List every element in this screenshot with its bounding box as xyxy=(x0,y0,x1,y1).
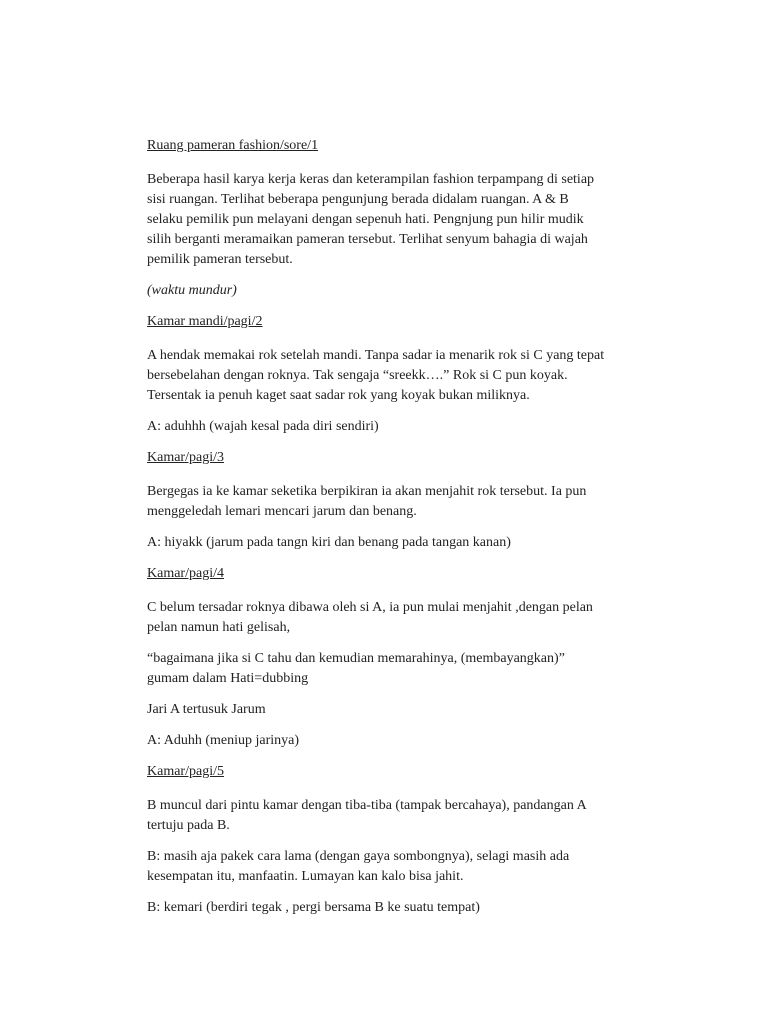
text-line: menggeledah lemari mencari jarum dan benang. xyxy=(147,504,417,519)
paragraph xyxy=(147,898,687,918)
text-line: silih berganti meramaikan pameran tersebut. Terlihat senyum bahagia di wajah xyxy=(147,232,588,247)
text-line: A: Aduhh (meniup jarinya) xyxy=(147,733,300,748)
text-line: Tersentak ia penuh kaget saat sadar rok yang koyak bukan miliknya. xyxy=(147,388,530,403)
paragraph xyxy=(147,796,687,836)
paragraph xyxy=(147,598,687,638)
scene-heading xyxy=(147,564,687,584)
text-line: B: kemari (berdiri tegak , pergi bersama B ke suatu tempat) xyxy=(147,900,480,915)
paragraph xyxy=(147,649,687,689)
scene-heading xyxy=(147,136,687,156)
text-line: Beberapa hasil karya kerja keras dan keterampilan fashion terpampang di setiap xyxy=(147,172,595,187)
text-line: selaku pemilik pun melayani dengan sepenuh hati. Pengnjung pun hilir mudik xyxy=(147,212,584,227)
stage-direction xyxy=(147,281,687,301)
text-line: Kamar/pagi/4 xyxy=(147,566,224,581)
text-line: B: masih aja pakek cara lama (dengan gaya sombongnya), selagi masih ada xyxy=(147,849,570,864)
text-line: sisi ruangan. Terlihat beberapa pengunjung berada didalam ruangan. A & B xyxy=(147,192,569,207)
text-line: “bagaimana jika si C tahu dan kemudian memarahinya, (membayangkan)” xyxy=(147,651,565,666)
text-line: A: hiyakk (jarum pada tangn kiri dan benang pada tangan kanan) xyxy=(147,535,511,550)
paragraph xyxy=(147,533,687,553)
paragraph xyxy=(147,346,687,406)
text-line: Kamar/pagi/3 xyxy=(147,450,224,465)
scene-heading xyxy=(147,762,687,782)
text-line: pelan namun hati gelisah, xyxy=(147,620,291,635)
text-line: kesempatan itu, manfaatin. Lumayan kan kalo bisa jahit. xyxy=(147,869,464,884)
paragraph xyxy=(147,417,687,437)
document-page xyxy=(147,136,687,929)
scene-heading xyxy=(147,448,687,468)
scene-heading xyxy=(147,312,687,332)
text-line: Bergegas ia ke kamar seketika berpikiran ia akan menjahit rok tersebut. Ia pun xyxy=(147,484,587,499)
paragraph xyxy=(147,847,687,887)
text-line: pemilik pameran tersebut. xyxy=(147,252,293,267)
paragraph xyxy=(147,700,687,720)
text-line: A: aduhhh (wajah kesal pada diri sendiri) xyxy=(147,419,379,434)
text-line: gumam dalam Hati=dubbing xyxy=(147,671,309,686)
text-line: A hendak memakai rok setelah mandi. Tanpa sadar ia menarik rok si C yang tepat xyxy=(147,348,605,363)
text-line: bersebelahan dengan roknya. Tak sengaja “sreekk….” Rok si C pun koyak. xyxy=(147,368,568,383)
text-line: Kamar mandi/pagi/2 xyxy=(147,314,263,329)
paragraph xyxy=(147,731,687,751)
text-line: Kamar/pagi/5 xyxy=(147,764,224,779)
text-line: (waktu mundur) xyxy=(147,283,237,298)
text-line: Ruang pameran fashion/sore/1 xyxy=(147,138,319,153)
paragraph xyxy=(147,170,687,270)
text-line: Jari A tertusuk Jarum xyxy=(147,702,266,717)
text-line: C belum tersadar roknya dibawa oleh si A, ia pun mulai menjahit ,dengan pelan xyxy=(147,600,593,615)
paragraph xyxy=(147,482,687,522)
text-line: B muncul dari pintu kamar dengan tiba-tiba (tampak bercahaya), pandangan A xyxy=(147,798,587,813)
text-line: tertuju pada B. xyxy=(147,818,230,833)
